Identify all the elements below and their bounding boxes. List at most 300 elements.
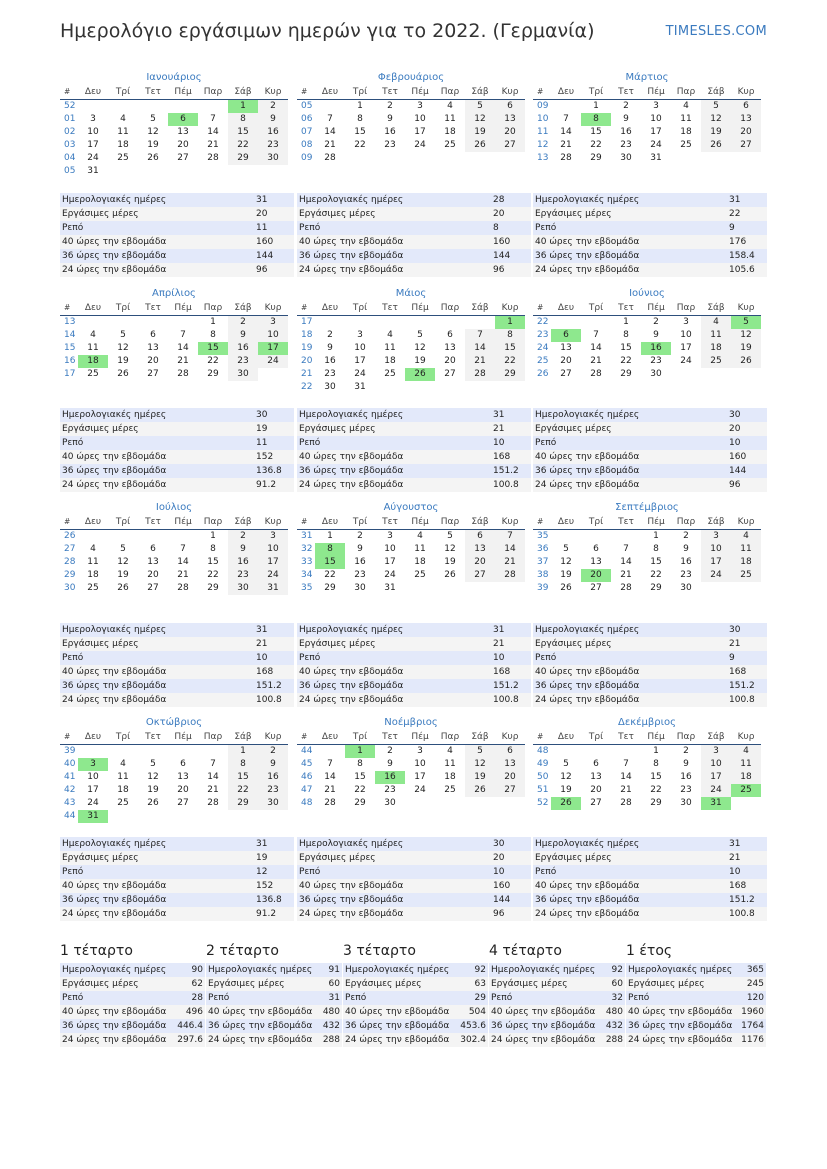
day-cell[interactable] (495, 381, 525, 394)
holiday-day[interactable]: 6 (551, 329, 581, 342)
day-cell[interactable]: 27 (465, 569, 495, 582)
day-cell[interactable] (315, 745, 345, 758)
day-cell[interactable]: 22 (228, 139, 258, 152)
day-cell[interactable] (495, 152, 525, 165)
day-cell[interactable]: 7 (210, 759, 216, 769)
day-cell[interactable]: 23 (228, 355, 258, 368)
day-cell[interactable]: 24 (680, 356, 692, 366)
day-cell[interactable]: 29 (650, 798, 662, 808)
day-cell[interactable]: 7 (327, 759, 333, 769)
day-cell[interactable]: 29 (324, 583, 336, 593)
day-cell[interactable]: 19 (117, 356, 129, 366)
day-cell[interactable]: 25 (414, 570, 426, 580)
day-cell[interactable]: 16 (324, 356, 336, 366)
day-cell[interactable]: 5 (447, 531, 453, 541)
day-cell[interactable]: 13 (560, 343, 572, 353)
day-cell[interactable]: 12 (701, 113, 731, 126)
day-cell[interactable]: 7 (465, 329, 495, 342)
day-cell[interactable]: 8 (495, 329, 525, 342)
day-cell[interactable]: 9 (228, 543, 258, 556)
day-cell[interactable]: 23 (258, 784, 288, 797)
day-cell[interactable]: 11 (731, 758, 761, 771)
day-cell[interactable]: 19 (444, 557, 456, 567)
day-cell[interactable] (465, 582, 495, 595)
day-cell[interactable]: 12 (465, 113, 495, 126)
day-cell[interactable]: 3 (701, 530, 731, 543)
day-cell[interactable]: 5 (563, 544, 569, 554)
day-cell[interactable]: 16 (258, 771, 288, 784)
day-cell[interactable]: 11 (731, 543, 761, 556)
day-cell[interactable] (731, 582, 761, 595)
day-cell[interactable]: 23 (324, 369, 336, 379)
day-cell[interactable]: 21 (324, 785, 336, 795)
day-cell[interactable]: 22 (207, 570, 219, 580)
day-cell[interactable]: 1 (623, 317, 629, 327)
day-cell[interactable]: 24 (701, 569, 731, 582)
day-cell[interactable]: 20 (444, 356, 456, 366)
day-cell[interactable]: 23 (680, 785, 692, 795)
day-cell[interactable]: 21 (620, 570, 632, 580)
day-cell[interactable]: 8 (653, 759, 659, 769)
day-cell[interactable]: 3 (387, 531, 393, 541)
day-cell[interactable]: 25 (701, 355, 731, 368)
day-cell[interactable]: 23 (354, 570, 366, 580)
day-cell[interactable]: 29 (354, 798, 366, 808)
day-cell[interactable]: 8 (210, 544, 216, 554)
day-cell[interactable]: 1 (210, 531, 216, 541)
holiday-day[interactable]: 25 (731, 784, 761, 797)
day-cell[interactable]: 4 (417, 531, 423, 541)
day-cell[interactable]: 6 (593, 544, 599, 554)
day-cell[interactable]: 25 (384, 369, 396, 379)
day-cell[interactable] (611, 745, 641, 758)
day-cell[interactable] (78, 100, 108, 113)
day-cell[interactable]: 5 (120, 330, 126, 340)
day-cell[interactable] (78, 316, 108, 329)
day-cell[interactable] (405, 316, 435, 329)
day-cell[interactable]: 13 (495, 758, 525, 771)
day-cell[interactable]: 27 (590, 583, 602, 593)
day-cell[interactable]: 18 (87, 570, 99, 580)
day-cell[interactable]: 23 (384, 140, 396, 150)
day-cell[interactable]: 4 (90, 544, 96, 554)
day-cell[interactable]: 12 (560, 772, 572, 782)
day-cell[interactable]: 24 (258, 569, 288, 582)
day-cell[interactable]: 12 (731, 329, 761, 342)
day-cell[interactable]: 5 (150, 759, 156, 769)
day-cell[interactable]: 16 (228, 342, 258, 355)
day-cell[interactable]: 16 (680, 772, 692, 782)
day-cell[interactable] (375, 316, 405, 329)
day-cell[interactable]: 10 (680, 330, 692, 340)
day-cell[interactable]: 30 (620, 153, 632, 163)
day-cell[interactable]: 19 (701, 126, 731, 139)
day-cell[interactable]: 10 (87, 127, 99, 137)
holiday-day[interactable]: 8 (315, 543, 345, 556)
day-cell[interactable] (731, 152, 761, 165)
day-cell[interactable] (168, 530, 198, 543)
day-cell[interactable]: 28 (324, 153, 336, 163)
day-cell[interactable] (228, 810, 258, 823)
day-cell[interactable]: 15 (620, 343, 632, 353)
holiday-day[interactable]: 16 (641, 342, 671, 355)
day-cell[interactable]: 7 (623, 544, 629, 554)
day-cell[interactable]: 5 (417, 330, 423, 340)
day-cell[interactable]: 6 (150, 544, 156, 554)
day-cell[interactable] (138, 745, 168, 758)
day-cell[interactable]: 31 (384, 583, 396, 593)
day-cell[interactable] (435, 381, 465, 394)
day-cell[interactable]: 4 (447, 101, 453, 111)
day-cell[interactable]: 12 (560, 557, 572, 567)
day-cell[interactable]: 17 (258, 556, 288, 569)
day-cell[interactable]: 15 (228, 126, 258, 139)
day-cell[interactable]: 15 (228, 771, 258, 784)
day-cell[interactable] (581, 316, 611, 329)
day-cell[interactable]: 9 (258, 758, 288, 771)
day-cell[interactable]: 22 (495, 355, 525, 368)
day-cell[interactable]: 30 (354, 583, 366, 593)
day-cell[interactable] (258, 810, 288, 823)
day-cell[interactable]: 6 (447, 330, 453, 340)
day-cell[interactable]: 6 (593, 759, 599, 769)
day-cell[interactable]: 1 (653, 531, 659, 541)
day-cell[interactable] (108, 100, 138, 113)
day-cell[interactable]: 19 (465, 126, 495, 139)
day-cell[interactable]: 27 (731, 139, 761, 152)
day-cell[interactable]: 31 (258, 582, 288, 595)
day-cell[interactable]: 13 (590, 557, 602, 567)
day-cell[interactable]: 20 (495, 126, 525, 139)
day-cell[interactable]: 8 (623, 330, 629, 340)
day-cell[interactable] (198, 165, 228, 178)
day-cell[interactable]: 10 (258, 543, 288, 556)
day-cell[interactable] (108, 316, 138, 329)
day-cell[interactable]: 17 (680, 343, 692, 353)
day-cell[interactable]: 11 (87, 557, 99, 567)
day-cell[interactable]: 15 (354, 772, 366, 782)
day-cell[interactable]: 30 (258, 797, 288, 810)
day-cell[interactable]: 13 (177, 127, 189, 137)
day-cell[interactable]: 16 (258, 126, 288, 139)
day-cell[interactable]: 25 (731, 569, 761, 582)
day-cell[interactable]: 19 (414, 356, 426, 366)
day-cell[interactable] (435, 797, 465, 810)
day-cell[interactable]: 16 (384, 127, 396, 137)
day-cell[interactable]: 6 (465, 530, 495, 543)
day-cell[interactable]: 9 (387, 759, 393, 769)
day-cell[interactable] (671, 152, 701, 165)
day-cell[interactable]: 29 (207, 369, 219, 379)
day-cell[interactable]: 20 (495, 771, 525, 784)
day-cell[interactable]: 23 (680, 570, 692, 580)
day-cell[interactable]: 11 (117, 127, 129, 137)
day-cell[interactable]: 19 (147, 140, 159, 150)
day-cell[interactable]: 30 (680, 798, 692, 808)
day-cell[interactable]: 28 (620, 583, 632, 593)
day-cell[interactable]: 19 (731, 342, 761, 355)
day-cell[interactable]: 17 (354, 356, 366, 366)
day-cell[interactable] (168, 100, 198, 113)
day-cell[interactable]: 26 (465, 784, 495, 797)
day-cell[interactable]: 1 (357, 101, 363, 111)
day-cell[interactable]: 7 (180, 544, 186, 554)
day-cell[interactable] (731, 797, 761, 810)
day-cell[interactable]: 11 (444, 759, 456, 769)
day-cell[interactable]: 9 (387, 114, 393, 124)
day-cell[interactable]: 9 (228, 329, 258, 342)
day-cell[interactable]: 1 (653, 746, 659, 756)
day-cell[interactable] (465, 152, 495, 165)
day-cell[interactable]: 27 (177, 153, 189, 163)
day-cell[interactable]: 4 (701, 316, 731, 329)
day-cell[interactable]: 11 (87, 343, 99, 353)
day-cell[interactable]: 3 (683, 317, 689, 327)
day-cell[interactable]: 11 (701, 329, 731, 342)
day-cell[interactable]: 14 (207, 127, 219, 137)
day-cell[interactable] (258, 165, 288, 178)
day-cell[interactable]: 26 (465, 139, 495, 152)
day-cell[interactable] (138, 100, 168, 113)
day-cell[interactable]: 14 (620, 557, 632, 567)
day-cell[interactable]: 3 (417, 101, 423, 111)
holiday-day[interactable]: 20 (581, 569, 611, 582)
day-cell[interactable] (551, 316, 581, 329)
day-cell[interactable] (108, 165, 138, 178)
day-cell[interactable]: 20 (731, 126, 761, 139)
day-cell[interactable] (168, 165, 198, 178)
day-cell[interactable]: 24 (354, 369, 366, 379)
day-cell[interactable]: 14 (620, 772, 632, 782)
day-cell[interactable]: 16 (228, 556, 258, 569)
day-cell[interactable]: 25 (117, 153, 129, 163)
day-cell[interactable]: 7 (623, 759, 629, 769)
day-cell[interactable]: 30 (650, 369, 662, 379)
day-cell[interactable]: 9 (683, 759, 689, 769)
day-cell[interactable]: 29 (228, 797, 258, 810)
day-cell[interactable]: 18 (117, 785, 129, 795)
day-cell[interactable]: 3 (653, 101, 659, 111)
day-cell[interactable]: 17 (701, 556, 731, 569)
day-cell[interactable]: 19 (465, 771, 495, 784)
day-cell[interactable] (108, 745, 138, 758)
day-cell[interactable]: 13 (590, 772, 602, 782)
day-cell[interactable] (168, 316, 198, 329)
day-cell[interactable] (375, 152, 405, 165)
day-cell[interactable]: 3 (258, 316, 288, 329)
day-cell[interactable]: 21 (495, 556, 525, 569)
day-cell[interactable]: 18 (117, 140, 129, 150)
day-cell[interactable]: 10 (384, 544, 396, 554)
holiday-day[interactable]: 31 (701, 797, 731, 810)
day-cell[interactable] (108, 810, 138, 823)
day-cell[interactable]: 24 (87, 153, 99, 163)
day-cell[interactable] (495, 582, 525, 595)
day-cell[interactable]: 2 (653, 317, 659, 327)
day-cell[interactable]: 24 (650, 140, 662, 150)
day-cell[interactable] (551, 530, 581, 543)
day-cell[interactable]: 1 (593, 101, 599, 111)
day-cell[interactable]: 18 (680, 127, 692, 137)
day-cell[interactable]: 2 (258, 100, 288, 113)
day-cell[interactable] (405, 797, 435, 810)
day-cell[interactable]: 28 (177, 369, 189, 379)
day-cell[interactable] (198, 810, 228, 823)
day-cell[interactable]: 7 (180, 330, 186, 340)
day-cell[interactable]: 21 (324, 140, 336, 150)
day-cell[interactable]: 21 (177, 356, 189, 366)
day-cell[interactable]: 15 (495, 342, 525, 355)
day-cell[interactable]: 18 (444, 127, 456, 137)
day-cell[interactable]: 29 (495, 368, 525, 381)
day-cell[interactable]: 12 (147, 772, 159, 782)
day-cell[interactable]: 5 (701, 100, 731, 113)
day-cell[interactable]: 10 (354, 343, 366, 353)
day-cell[interactable]: 4 (90, 330, 96, 340)
day-cell[interactable]: 14 (465, 342, 495, 355)
day-cell[interactable]: 24 (258, 355, 288, 368)
day-cell[interactable] (138, 316, 168, 329)
day-cell[interactable]: 7 (563, 114, 569, 124)
day-cell[interactable] (405, 582, 435, 595)
day-cell[interactable]: 15 (650, 772, 662, 782)
day-cell[interactable]: 22 (228, 784, 258, 797)
day-cell[interactable]: 14 (207, 772, 219, 782)
day-cell[interactable]: 29 (228, 152, 258, 165)
day-cell[interactable] (581, 745, 611, 758)
day-cell[interactable]: 22 (207, 356, 219, 366)
day-cell[interactable] (345, 152, 375, 165)
day-cell[interactable]: 9 (357, 544, 363, 554)
day-cell[interactable]: 28 (590, 369, 602, 379)
day-cell[interactable]: 28 (324, 798, 336, 808)
day-cell[interactable]: 25 (117, 798, 129, 808)
day-cell[interactable]: 6 (150, 330, 156, 340)
holiday-day[interactable]: 31 (78, 810, 108, 823)
day-cell[interactable]: 2 (387, 101, 393, 111)
day-cell[interactable]: 8 (228, 758, 258, 771)
day-cell[interactable]: 15 (650, 557, 662, 567)
day-cell[interactable] (465, 797, 495, 810)
day-cell[interactable]: 1 (210, 317, 216, 327)
day-cell[interactable]: 19 (560, 785, 572, 795)
day-cell[interactable]: 27 (177, 798, 189, 808)
holiday-day[interactable]: 1 (345, 745, 375, 758)
day-cell[interactable] (405, 152, 435, 165)
day-cell[interactable]: 11 (680, 114, 692, 124)
day-cell[interactable]: 8 (357, 759, 363, 769)
day-cell[interactable]: 23 (228, 569, 258, 582)
day-cell[interactable]: 28 (495, 569, 525, 582)
holiday-day[interactable]: 16 (375, 771, 405, 784)
day-cell[interactable]: 12 (414, 343, 426, 353)
day-cell[interactable]: 9 (653, 330, 659, 340)
day-cell[interactable]: 28 (177, 583, 189, 593)
day-cell[interactable]: 24 (701, 784, 731, 797)
day-cell[interactable]: 22 (650, 785, 662, 795)
day-cell[interactable]: 25 (444, 140, 456, 150)
day-cell[interactable]: 21 (465, 355, 495, 368)
day-cell[interactable] (701, 368, 731, 381)
day-cell[interactable]: 3 (357, 330, 363, 340)
day-cell[interactable]: 13 (731, 113, 761, 126)
day-cell[interactable] (108, 530, 138, 543)
day-cell[interactable] (168, 745, 198, 758)
holiday-day[interactable]: 5 (731, 316, 761, 329)
day-cell[interactable]: 10 (414, 114, 426, 124)
day-cell[interactable]: 1 (228, 745, 258, 758)
day-cell[interactable] (78, 745, 108, 758)
day-cell[interactable]: 10 (87, 772, 99, 782)
day-cell[interactable] (315, 100, 345, 113)
day-cell[interactable]: 5 (465, 100, 495, 113)
holiday-day[interactable]: 26 (405, 368, 435, 381)
day-cell[interactable]: 18 (731, 771, 761, 784)
day-cell[interactable]: 31 (650, 153, 662, 163)
day-cell[interactable]: 2 (683, 746, 689, 756)
day-cell[interactable] (465, 316, 495, 329)
day-cell[interactable]: 15 (590, 127, 602, 137)
day-cell[interactable]: 13 (147, 557, 159, 567)
day-cell[interactable]: 2 (258, 745, 288, 758)
day-cell[interactable]: 22 (590, 140, 602, 150)
day-cell[interactable]: 6 (495, 100, 525, 113)
day-cell[interactable]: 2 (683, 531, 689, 541)
day-cell[interactable]: 18 (731, 556, 761, 569)
day-cell[interactable]: 18 (384, 356, 396, 366)
day-cell[interactable]: 6 (180, 759, 186, 769)
day-cell[interactable]: 2 (357, 531, 363, 541)
day-cell[interactable]: 12 (465, 758, 495, 771)
day-cell[interactable]: 21 (207, 140, 219, 150)
day-cell[interactable]: 28 (620, 798, 632, 808)
day-cell[interactable]: 20 (177, 785, 189, 795)
day-cell[interactable]: 11 (444, 114, 456, 124)
day-cell[interactable]: 7 (327, 114, 333, 124)
day-cell[interactable]: 17 (384, 557, 396, 567)
day-cell[interactable]: 25 (444, 785, 456, 795)
day-cell[interactable]: 21 (590, 356, 602, 366)
day-cell[interactable]: 29 (590, 153, 602, 163)
day-cell[interactable]: 4 (683, 101, 689, 111)
day-cell[interactable]: 6 (731, 100, 761, 113)
day-cell[interactable]: 20 (147, 570, 159, 580)
day-cell[interactable]: 13 (465, 543, 495, 556)
day-cell[interactable]: 26 (560, 583, 572, 593)
day-cell[interactable]: 10 (414, 759, 426, 769)
day-cell[interactable]: 17 (414, 127, 426, 137)
day-cell[interactable] (228, 165, 258, 178)
day-cell[interactable]: 22 (620, 356, 632, 366)
day-cell[interactable]: 30 (258, 152, 288, 165)
day-cell[interactable] (435, 582, 465, 595)
day-cell[interactable]: 16 (680, 557, 692, 567)
day-cell[interactable]: 12 (444, 544, 456, 554)
day-cell[interactable]: 19 (117, 570, 129, 580)
day-cell[interactable]: 4 (120, 759, 126, 769)
day-cell[interactable]: 24 (87, 798, 99, 808)
day-cell[interactable]: 10 (701, 758, 731, 771)
day-cell[interactable]: 20 (590, 785, 602, 795)
day-cell[interactable]: 29 (620, 369, 632, 379)
brand-logo-text[interactable]: TIMESLES.COM (665, 24, 767, 39)
day-cell[interactable]: 12 (147, 127, 159, 137)
day-cell[interactable]: 11 (117, 772, 129, 782)
day-cell[interactable]: 26 (444, 570, 456, 580)
day-cell[interactable]: 7 (593, 330, 599, 340)
day-cell[interactable]: 7 (210, 114, 216, 124)
day-cell[interactable]: 22 (354, 140, 366, 150)
